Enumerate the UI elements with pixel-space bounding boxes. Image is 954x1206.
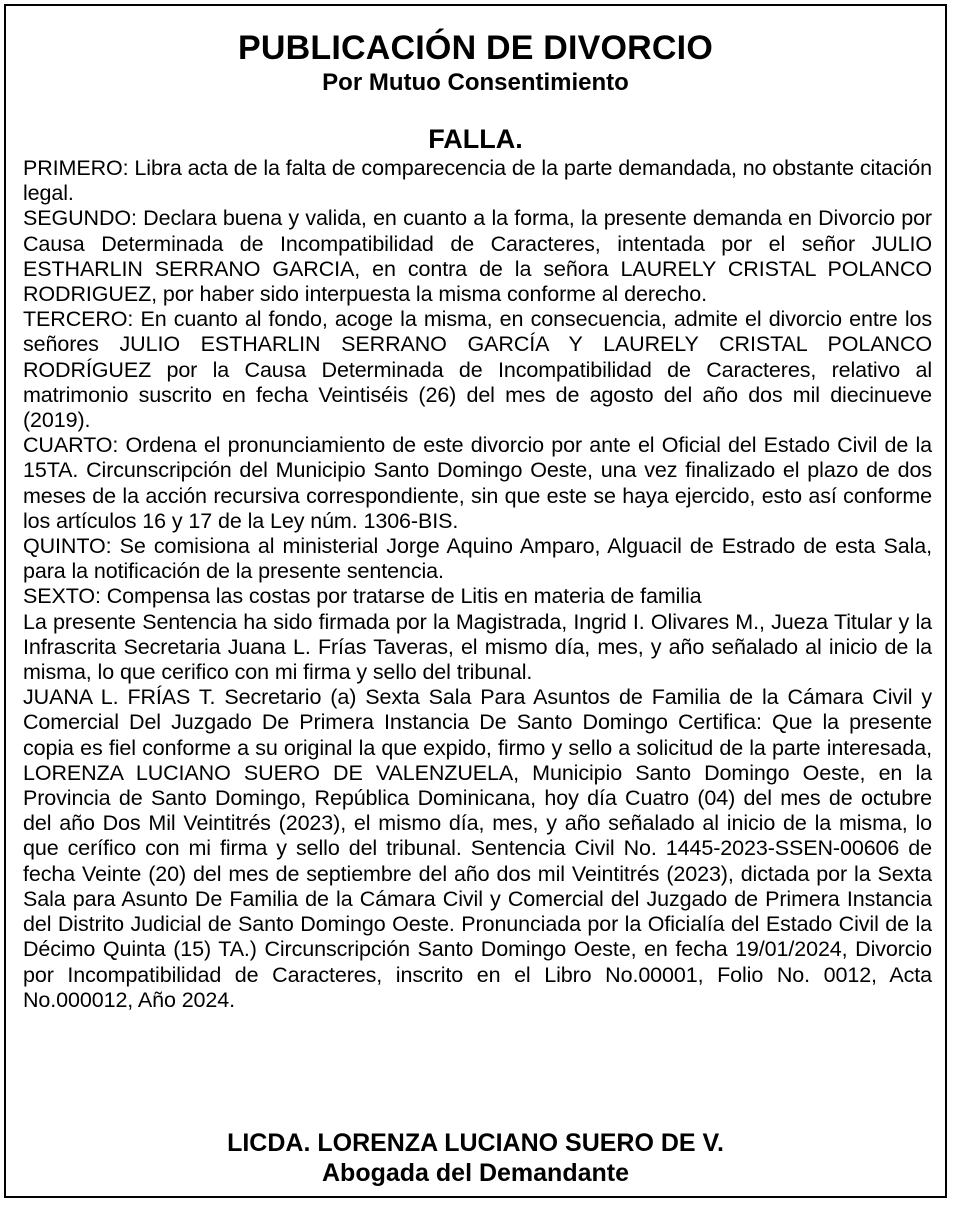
signature-name: LICDA. LORENZA LUCIANO SUERO DE V. — [227, 1129, 724, 1157]
paragraph-primero: PRIMERO: Libra acta de la falta de comparecencia de la parte demandada, no obstante citación legal. — [23, 156, 932, 206]
section-heading: FALLA. — [428, 124, 523, 154]
paragraph-segundo: SEGUNDO: Declara buena y valida, en cuanto a la forma, la presente demanda en Divorcio por Causa Determinada de Incompatibilidad de Caracteres, intentada por el señor JULIO ESTHARLIN SERRANO GARCIA, en contra de la señora LAURELY CRISTAL POLANCO RODRIGUEZ, por haber sido interpuesta la misma conforme al derecho. — [23, 206, 932, 307]
paragraph-sexto: SEXTO: Compensa las costas por tratarse de Litis en materia de familia — [23, 584, 702, 609]
notice-frame — [4, 4, 947, 1198]
signature-role: Abogada del Demandante — [322, 1159, 629, 1187]
paragraph-firma-sentencia: La presente Sentencia ha sido firmada por la Magistrada, Ingrid I. Olivares M., Jueza Titular y la Infrascrita Secretaria Juana L. Frías Taveras, el mismo día, mes, y año señalado al inicio de la misma, lo que cerifico con mi firma y sello del tribunal. — [23, 609, 932, 685]
notice-subtitle: Por Mutuo Consentimiento — [322, 69, 629, 96]
paragraph-certificacion: JUANA L. FRÍAS T. Secretario (a) Sexta Sala Para Asuntos de Familia de la Cámara Civil y Comercial Del Juzgado De Primera Instancia De Santo Domingo Certifica: Que la presente copia es fiel conforme a su original la que expido, firmo y sello a solicitud de la parte interesada, LORENZA LUCIANO SUERO DE VALENZUELA, Municipio Santo Domingo Oeste, en la Provincia de Santo Domingo, República Dominicana, hoy día Cuatro (04) del mes de octubre del año Dos Mil Veintitrés (2023), el mismo día, mes, y año señalado al inicio de la misma, lo que cerífico con mi firma y sello del tribunal. Sentencia Civil No. 1445-2023-SSEN-00606 de fecha Veinte (20) del mes de septiembre del año dos mil Veintitrés (2023), dictada por la Sexta Sala para Asunto De Familia de la Cámara Civil y Comercial del Juzgado de Primera Instancia del Distrito Judicial de Santo Domingo Oeste. Pronunciada por la Oficialía del Estado Civil de la Décimo Quinta (15) TA.) Circunscripción Santo Domingo Oeste, en fecha 19/01/2024, Divorcio por Incompatibilidad de Caracteres, inscrito en el Libro No.00001, Folio No. 0012, Acta No.000012, Año 2024. — [23, 685, 932, 1012]
paragraph-quinto: QUINTO: Se comisiona al ministerial Jorge Aquino Amparo, Alguacil de Estrado de esta Sala, para la notificación de la presente sentencia. — [23, 534, 932, 584]
paragraph-tercero: TERCERO: En cuanto al fondo, acoge la misma, en consecuencia, admite el divorcio entre los señores JULIO ESTHARLIN SERRANO GARCÍA Y LAURELY CRISTAL POLANCO RODRÍGUEZ por la Causa Determinada de Incompatibilidad de Caracteres, relativo al matrimonio suscrito en fecha Veintiséis (26) del mes de agosto del año dos mil diecinueve (2019). — [23, 307, 932, 433]
notice-title: PUBLICACIÓN DE DIVORCIO — [238, 29, 713, 67]
paragraph-cuarto: CUARTO: Ordena el pronunciamiento de este divorcio por ante el Oficial del Estado Civil de la 15TA. Circunscripción del Municipio Santo Domingo Oeste, una vez finalizado el plazo de dos meses de la acción recursiva correspondiente, sin que este se haya ejercido, esto así conforme los artículos 16 y 17 de la Ley núm. 1306-BIS. — [23, 433, 932, 533]
notice-body — [23, 156, 932, 1013]
